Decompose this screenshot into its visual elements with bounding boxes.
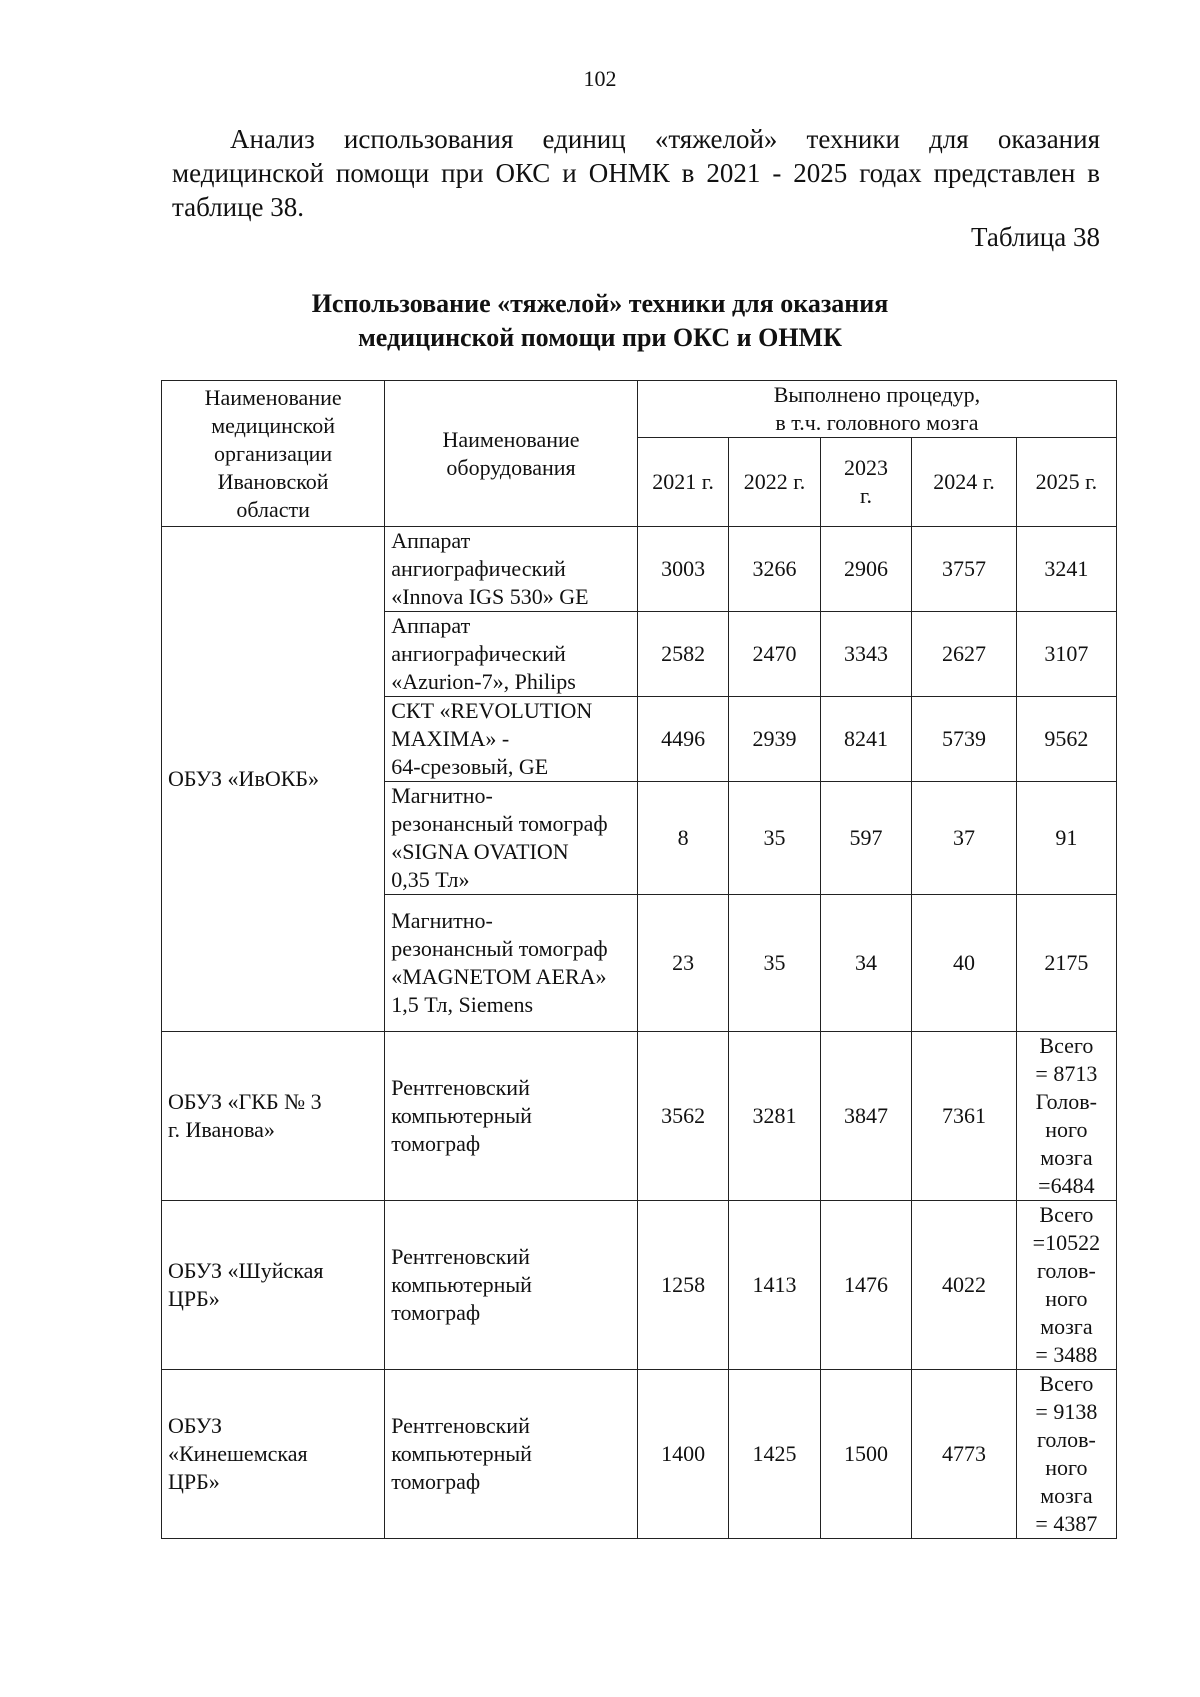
value-cell: 35 bbox=[729, 782, 820, 895]
header-year: 2023 г. bbox=[820, 438, 911, 527]
value-cell: 8 bbox=[637, 782, 728, 895]
equipment-cell: Магнитно- резонансный томограф «MAGNETOM AERA» 1,5 Тл, Siemens bbox=[385, 895, 638, 1032]
value-cell: 9562 bbox=[1016, 697, 1116, 782]
equipment-cell: Магнитно- резонансный томограф «SIGNA OVATION 0,35 Тл» bbox=[385, 782, 638, 895]
value-cell: 1413 bbox=[729, 1201, 820, 1370]
value-cell: 1400 bbox=[637, 1370, 728, 1539]
table-title-line: медицинской помощи при ОКС и ОНМК bbox=[358, 323, 842, 352]
value-cell: 1476 bbox=[820, 1201, 911, 1370]
value-cell: 1425 bbox=[729, 1370, 820, 1539]
intro-paragraph: Анализ использования единиц «тяжелой» техники для оказания медицинской помощи при ОКС и ОНМК в 2021 - 2025 годах представлен в таблице 38. bbox=[172, 124, 1100, 222]
equipment-cell: Аппарат ангиографический «Azurion-7», Philips bbox=[385, 612, 638, 697]
value-cell: 4773 bbox=[912, 1370, 1017, 1539]
value-cell: 2470 bbox=[729, 612, 820, 697]
table-row bbox=[162, 1032, 1117, 1201]
org-cell: ОБУЗ «Кинешемская ЦРБ» bbox=[162, 1370, 385, 1539]
value-cell: 1500 bbox=[820, 1370, 911, 1539]
org-cell: ОБУЗ «Шуйская ЦРБ» bbox=[162, 1201, 385, 1370]
value-cell: 40 bbox=[912, 895, 1017, 1032]
value-cell: 37 bbox=[912, 782, 1017, 895]
table-title bbox=[0, 287, 1200, 355]
value-cell: 35 bbox=[729, 895, 820, 1032]
header-line: медицинской bbox=[211, 412, 335, 438]
value-cell: 3107 bbox=[1016, 612, 1116, 697]
header-row bbox=[162, 381, 1117, 438]
equipment-cell: Аппарат ангиографический «Innova IGS 530» GE bbox=[385, 527, 638, 612]
value-cell: 4022 bbox=[912, 1201, 1017, 1370]
header-line: в т.ч. головного мозга bbox=[775, 410, 979, 435]
header-procedures bbox=[637, 381, 1116, 438]
value-cell: 3847 bbox=[820, 1032, 911, 1201]
value-cell: 91 bbox=[1016, 782, 1116, 895]
value-cell: 2175 bbox=[1016, 895, 1116, 1032]
value-cell: 2939 bbox=[729, 697, 820, 782]
table-row bbox=[162, 1370, 1117, 1539]
equipment-cell: СКТ «REVOLUTION MAXIMA» - 64-срезовый, GE bbox=[385, 697, 638, 782]
header-line: организации bbox=[214, 440, 333, 466]
value-cell: 8241 bbox=[820, 697, 911, 782]
header-line: области bbox=[236, 496, 310, 522]
value-cell: 3343 bbox=[820, 612, 911, 697]
total-cell: Всего = 8713 Голов- ного мозга =6484 bbox=[1016, 1032, 1116, 1201]
equipment-cell: Рентгеновский компьютерный томограф bbox=[385, 1032, 638, 1201]
value-cell: 3241 bbox=[1016, 527, 1116, 612]
header-line: Выполнено процедур, bbox=[773, 382, 981, 407]
table-title-line: Использование «тяжелой» техники для оказания bbox=[311, 289, 889, 318]
header-year: 2021 г. bbox=[637, 438, 728, 527]
value-cell: 3562 bbox=[637, 1032, 728, 1201]
org-cell: ОБУЗ «ГКБ № 3 г. Иванова» bbox=[162, 1032, 385, 1201]
equipment-cell: Рентгеновский компьютерный томограф bbox=[385, 1370, 638, 1539]
header-equipment bbox=[385, 381, 638, 527]
value-cell: 3003 bbox=[637, 527, 728, 612]
total-cell: Всего =10522 голов- ного мозга = 3488 bbox=[1016, 1201, 1116, 1370]
value-cell: 2627 bbox=[912, 612, 1017, 697]
header-org bbox=[162, 381, 385, 527]
value-cell: 5739 bbox=[912, 697, 1017, 782]
header-year: 2024 г. bbox=[912, 438, 1017, 527]
value-cell: 7361 bbox=[912, 1032, 1017, 1201]
value-cell: 597 bbox=[820, 782, 911, 895]
header-year: 2025 г. bbox=[1016, 438, 1116, 527]
value-cell: 1258 bbox=[637, 1201, 728, 1370]
page-number: 102 bbox=[583, 66, 617, 91]
value-cell: 2906 bbox=[820, 527, 911, 612]
header-line: Ивановской bbox=[217, 468, 329, 494]
header-line: Наименование bbox=[204, 384, 342, 410]
table-label: Таблица 38 bbox=[971, 222, 1100, 252]
value-cell: 34 bbox=[820, 895, 911, 1032]
total-cell: Всего = 9138 голов- ного мозга = 4387 bbox=[1016, 1370, 1116, 1539]
header-year: 2022 г. bbox=[729, 438, 820, 527]
value-cell: 3266 bbox=[729, 527, 820, 612]
value-cell: 23 bbox=[637, 895, 728, 1032]
equipment-usage-table bbox=[161, 380, 1117, 1539]
value-cell: 3757 bbox=[912, 527, 1017, 612]
header-line: оборудования bbox=[446, 454, 576, 480]
header-line: Наименование bbox=[442, 426, 580, 452]
value-cell: 2582 bbox=[637, 612, 728, 697]
table-row bbox=[162, 527, 1117, 612]
table-row bbox=[162, 1201, 1117, 1370]
equipment-cell: Рентгеновский компьютерный томограф bbox=[385, 1201, 638, 1370]
value-cell: 3281 bbox=[729, 1032, 820, 1201]
value-cell: 4496 bbox=[637, 697, 728, 782]
org-cell: ОБУЗ «ИвОКБ» bbox=[162, 527, 385, 1032]
